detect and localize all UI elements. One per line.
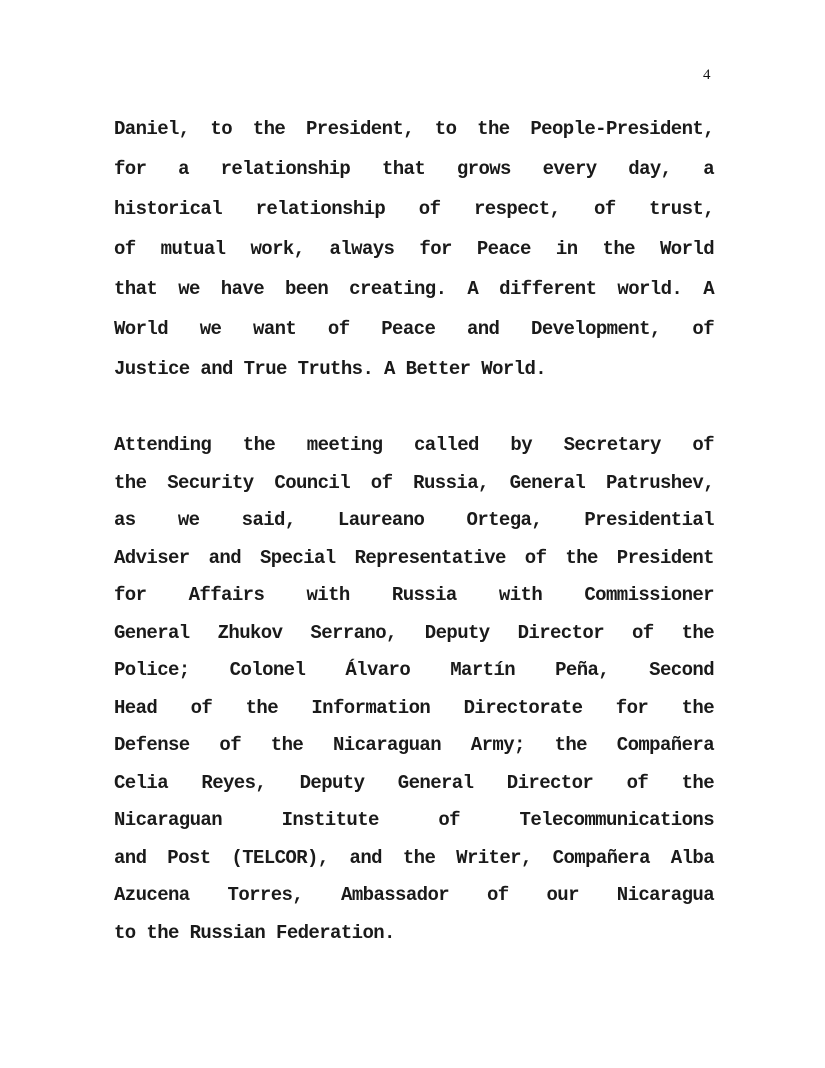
text-line: historical relationship of respect, of trust,	[114, 198, 714, 220]
text-line: that we have been creating. A different world. A	[114, 278, 714, 300]
text-line: the Security Council of Russia, General Patrushev,	[114, 471, 714, 494]
text-line: Police; Colonel Álvaro Martín Peña, Second	[114, 659, 714, 681]
text-line: to the Russian Federation.	[114, 921, 395, 944]
text-line: as we said, Laureano Ortega, Presidential	[114, 509, 714, 531]
text-line: and Post (TELCOR), and the Writer, Compañera Alba	[114, 846, 714, 869]
text-line: Attending the meeting called by Secretary of	[114, 434, 714, 456]
text-line: for Affairs with Russia with Commissioner	[114, 584, 714, 606]
text-line: Daniel, to the President, to the People-President,	[114, 118, 714, 140]
text-line: Celia Reyes, Deputy General Director of the	[114, 771, 714, 794]
paragraph-gratitude	[114, 117, 714, 397]
text-line: World we want of Peace and Development, of	[114, 318, 714, 340]
text-line: Head of the Information Directorate for the	[114, 696, 714, 719]
text-line: Nicaraguan Institute of Telecommunications	[114, 809, 714, 831]
text-line: General Zhukov Serrano, Deputy Director of the	[114, 621, 714, 644]
text-line: Justice and True Truths. A Better World.	[114, 358, 547, 380]
paragraph-attendees	[114, 433, 714, 958]
text-line: Azucena Torres, Ambassador of our Nicaragua	[114, 884, 714, 906]
page-number: 4	[703, 67, 711, 83]
text-line: of mutual work, always for Peace in the World	[114, 238, 714, 260]
text-line: for a relationship that grows every day, a	[114, 158, 714, 180]
text-line: Adviser and Special Representative of the President	[114, 546, 714, 569]
text-line: Defense of the Nicaraguan Army; the Compañera	[114, 734, 714, 756]
